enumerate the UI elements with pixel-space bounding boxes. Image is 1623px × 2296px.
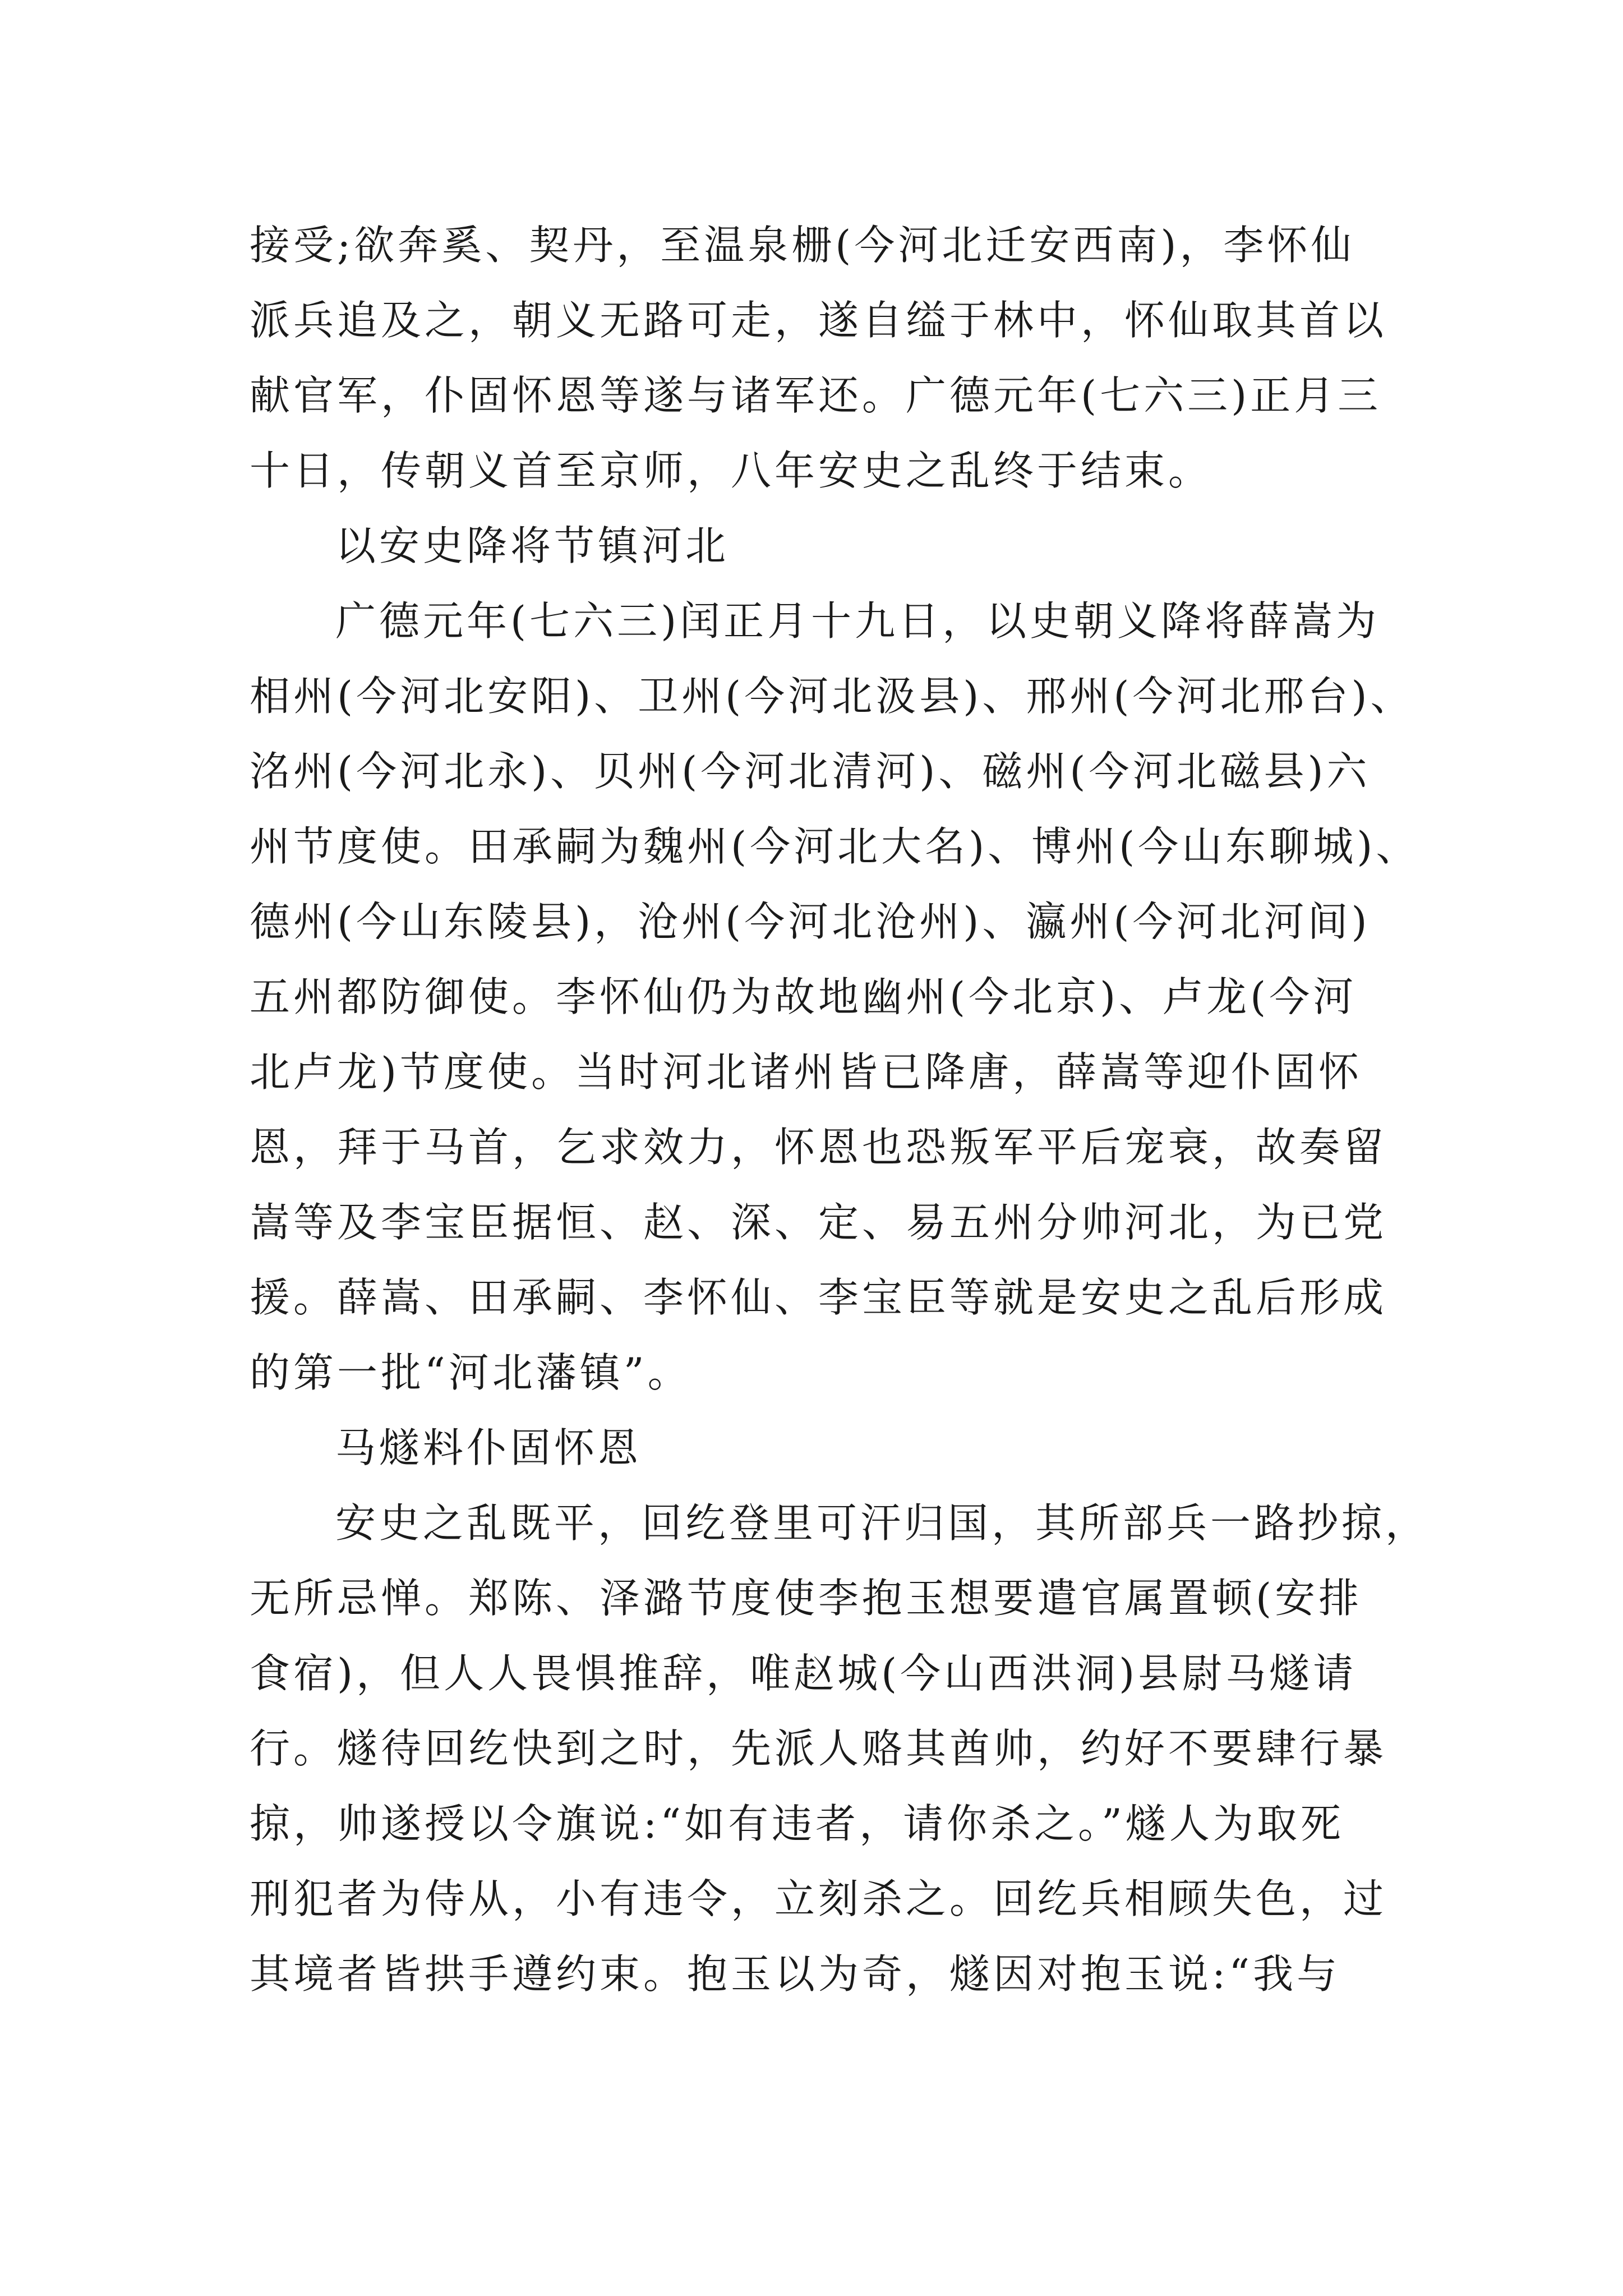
text-line: 德州(今山东陵县)，沧州(今河北沧州)、瀛州(今河北河间) [250, 898, 1371, 945]
text-line: 州节度使。田承嗣为魏州(今河北大名)、博州(今山东聊城)、 [250, 823, 1420, 870]
text-line: 嵩等及李宝臣据恒、赵、深、定、易五州分帅河北，为已党 [250, 1199, 1387, 1246]
text-line: 接受;欲奔奚、契丹，至温泉栅(今河北迁安西南)，李怀仙 [250, 222, 1355, 269]
text-line: 相州(今河北安阳)、卫州(今河北汲县)、邢州(今河北邢台)、 [250, 673, 1414, 720]
text-line: 广德元年(七六三)闰正月十九日，以史朝义降将薛嵩为 [335, 597, 1380, 645]
text-line: 派兵追及之，朝义无路可走，遂自缢于林中，怀仙取其首以 [250, 297, 1387, 344]
section-heading: 以安史降将节镇河北 [335, 522, 730, 569]
text-line: 五州都防御使。李怀仙仍为故地幽州(今北京)、卢龙(今河 [250, 973, 1357, 1020]
text-line: 其境者皆拱手遵约束。抱玉以为奇，燧因对抱玉说:“我与 [250, 1950, 1341, 1998]
text-line: 献官军，仆固怀恩等遂与诸军还。广德元年(七六三)正月三 [250, 372, 1382, 419]
text-line: 掠，帅遂授以令旗说:“如有违者，请你杀之。”燧人为取死 [250, 1800, 1344, 1847]
text-line: 洺州(今河北永)、贝州(今河北清河)、磁州(今河北磁县)六 [250, 748, 1371, 795]
text-line: 北卢龙)节度使。当时河北诸州皆已降唐，薛嵩等迎仆固怀 [250, 1048, 1363, 1096]
text-line: 援。薛嵩、田承嗣、李怀仙、李宝臣等就是安史之乱后形成 [250, 1274, 1387, 1321]
section-heading: 马燧料仆固怀恩 [335, 1424, 642, 1471]
text-line: 行。燧待回纥快到之时，先派人赂其酋帅，约好不要肆行暴 [250, 1725, 1387, 1772]
text-line: 食宿)，但人人畏惧推辞，唯赵城(今山西洪洞)县尉马燧请 [250, 1650, 1357, 1697]
text-line: 无所忌惮。郑陈、泽潞节度使李抱玉想要遣官属置顿(安排 [250, 1575, 1363, 1622]
text-line: 十日，传朝义首至京师，八年安史之乱终于结束。 [250, 447, 1212, 494]
text-line: 安史之乱既平，回纥登里可汗归国，其所部兵一路抄掠， [335, 1499, 1430, 1547]
text-line: 恩，拜于马首，乞求效力，怀恩也恐叛军平后宠衰，故奏留 [250, 1124, 1387, 1171]
text-line: 的第一批“河北藩镇”。 [250, 1349, 691, 1396]
text-line: 刑犯者为侍从，小有违令，立刻杀之。回纥兵相顾失色，过 [250, 1875, 1387, 1922]
